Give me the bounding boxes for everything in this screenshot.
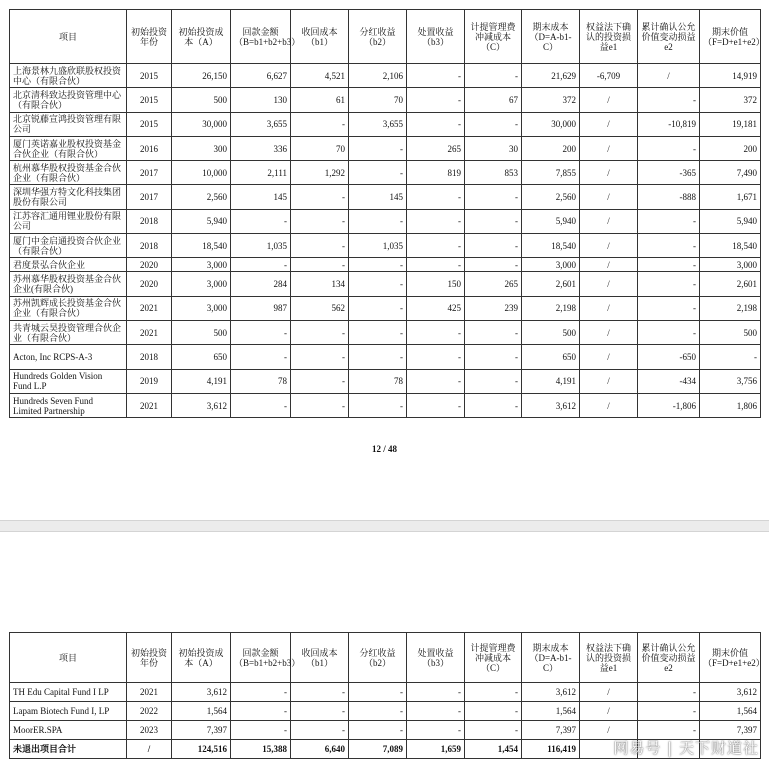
value-cell: 1,564 xyxy=(172,702,231,721)
project-name-cell: 杭州慕华股权投资基金合伙企业（有限合伙） xyxy=(10,161,127,185)
value-cell: 2,601 xyxy=(522,272,580,296)
value-cell: / xyxy=(580,112,638,136)
table-row xyxy=(10,234,761,258)
table-row xyxy=(10,209,761,233)
watermark-text: 网易号 | 天下财道社 xyxy=(613,739,759,757)
value-cell: 3,612 xyxy=(700,683,761,702)
value-cell: - xyxy=(638,234,700,258)
value-cell: / xyxy=(638,64,700,88)
value-cell: 3,000 xyxy=(172,272,231,296)
value-cell: / xyxy=(580,258,638,272)
value-cell: 1,564 xyxy=(522,702,580,721)
value-cell: 2018 xyxy=(127,345,172,369)
value-cell: 2,560 xyxy=(172,185,231,209)
table-row xyxy=(10,136,761,160)
value-cell: - xyxy=(291,234,349,258)
column-header: 累计确认公允价值变动损益e2 xyxy=(638,10,700,64)
value-cell: / xyxy=(127,740,172,759)
table-row xyxy=(10,258,761,272)
project-name-cell: MoorER.SPA xyxy=(10,721,127,740)
value-cell: 3,000 xyxy=(172,296,231,320)
value-cell: - xyxy=(407,88,465,112)
value-cell: / xyxy=(580,234,638,258)
value-cell: 3,000 xyxy=(700,258,761,272)
value-cell: 200 xyxy=(522,136,580,160)
value-cell: / xyxy=(580,345,638,369)
value-cell: - xyxy=(407,683,465,702)
value-cell: 500 xyxy=(172,88,231,112)
column-header: 初始投资成本（A） xyxy=(172,10,231,64)
value-cell: / xyxy=(580,393,638,417)
value-cell: - xyxy=(231,683,291,702)
value-cell: -365 xyxy=(638,161,700,185)
value-cell: 145 xyxy=(349,185,407,209)
value-cell: 372 xyxy=(700,88,761,112)
value-cell: 853 xyxy=(465,161,522,185)
value-cell: 500 xyxy=(700,320,761,344)
value-cell: - xyxy=(349,683,407,702)
value-cell: 1,035 xyxy=(349,234,407,258)
value-cell: - xyxy=(638,88,700,112)
value-cell: / xyxy=(580,296,638,320)
value-cell: -434 xyxy=(638,369,700,393)
table-row xyxy=(10,683,761,702)
value-cell: - xyxy=(349,721,407,740)
value-cell: - xyxy=(349,136,407,160)
value-cell: - xyxy=(407,234,465,258)
value-cell: 7,397 xyxy=(522,721,580,740)
value-cell: - xyxy=(291,721,349,740)
project-name-cell: 未退出项目合计 xyxy=(10,740,127,759)
value-cell: 30 xyxy=(465,136,522,160)
project-name-cell: 共青城云昊投资管理合伙企业（有限合伙） xyxy=(10,320,127,344)
value-cell: 2015 xyxy=(127,112,172,136)
value-cell: - xyxy=(638,272,700,296)
value-cell: 7,397 xyxy=(700,721,761,740)
project-name-cell: Lapam Biotech Fund I, LP xyxy=(10,702,127,721)
value-cell: - xyxy=(638,209,700,233)
value-cell: 1,806 xyxy=(700,393,761,417)
value-cell: - xyxy=(465,64,522,88)
column-header: 回款金额（B=b1+b2+b3） xyxy=(231,633,291,683)
value-cell: - xyxy=(291,369,349,393)
value-cell: 425 xyxy=(407,296,465,320)
value-cell: - xyxy=(349,345,407,369)
value-cell: 562 xyxy=(291,296,349,320)
value-cell: 2019 xyxy=(127,369,172,393)
value-cell: - xyxy=(231,320,291,344)
value-cell: 1,035 xyxy=(231,234,291,258)
value-cell: - xyxy=(407,393,465,417)
value-cell: / xyxy=(580,272,638,296)
column-header: 计提管理费冲减成本（C） xyxy=(465,10,522,64)
value-cell: - xyxy=(465,320,522,344)
value-cell: 7,855 xyxy=(522,161,580,185)
value-cell: -1,806 xyxy=(638,393,700,417)
value-cell: - xyxy=(349,209,407,233)
project-name-cell: Acton, Inc RCPS-A-3 xyxy=(10,345,127,369)
value-cell: 265 xyxy=(407,136,465,160)
value-cell: 145 xyxy=(231,185,291,209)
value-cell: - xyxy=(465,721,522,740)
value-cell: - xyxy=(349,393,407,417)
column-header: 收回成本（b1） xyxy=(291,10,349,64)
value-cell: - xyxy=(465,393,522,417)
value-cell: 2017 xyxy=(127,161,172,185)
table-header-row xyxy=(10,10,761,64)
value-cell: - xyxy=(349,161,407,185)
value-cell: - xyxy=(231,393,291,417)
column-header: 项目 xyxy=(10,633,127,683)
project-name-cell: 厦门英诺嘉业股权投资基金合伙企业（有限合伙） xyxy=(10,136,127,160)
value-cell: 6,627 xyxy=(231,64,291,88)
value-cell: -650 xyxy=(638,345,700,369)
value-cell: 500 xyxy=(172,320,231,344)
value-cell: - xyxy=(407,64,465,88)
value-cell: - xyxy=(407,112,465,136)
value-cell: - xyxy=(231,721,291,740)
value-cell: 372 xyxy=(522,88,580,112)
value-cell: 30,000 xyxy=(172,112,231,136)
value-cell: - xyxy=(407,320,465,344)
table-row xyxy=(10,702,761,721)
value-cell: 5,940 xyxy=(522,209,580,233)
value-cell: 3,612 xyxy=(522,393,580,417)
value-cell: - xyxy=(291,345,349,369)
value-cell: 284 xyxy=(231,272,291,296)
value-cell: 116,419 xyxy=(522,740,580,759)
value-cell: - xyxy=(638,136,700,160)
value-cell: - xyxy=(349,272,407,296)
value-cell: -10,819 xyxy=(638,112,700,136)
value-cell: 15,388 xyxy=(231,740,291,759)
value-cell: - xyxy=(231,209,291,233)
value-cell: 7,089 xyxy=(349,740,407,759)
value-cell: 3,612 xyxy=(522,683,580,702)
table-row xyxy=(10,393,761,417)
column-header: 初始投资成本（A） xyxy=(172,633,231,683)
project-name-cell: 上海景林九盛欣联股权投资中心（有限合伙） xyxy=(10,64,127,88)
value-cell: - xyxy=(407,369,465,393)
value-cell: 4,191 xyxy=(172,369,231,393)
column-header: 初始投资年份 xyxy=(127,10,172,64)
value-cell: 78 xyxy=(231,369,291,393)
column-header: 权益法下确认的投资损益e1 xyxy=(580,10,638,64)
value-cell: - xyxy=(407,345,465,369)
value-cell: - xyxy=(291,702,349,721)
project-name-cell: 北京锐藤宣鸿投资管理有限公司 xyxy=(10,112,127,136)
value-cell: - xyxy=(465,258,522,272)
value-cell: 4,521 xyxy=(291,64,349,88)
value-cell: 67 xyxy=(465,88,522,112)
value-cell: 3,655 xyxy=(349,112,407,136)
value-cell: - xyxy=(291,112,349,136)
value-cell: - xyxy=(638,683,700,702)
value-cell: 2020 xyxy=(127,272,172,296)
value-cell: - xyxy=(407,702,465,721)
value-cell: 5,940 xyxy=(172,209,231,233)
column-header: 期末价值（F=D+e1+e2） xyxy=(700,633,761,683)
value-cell: - xyxy=(349,258,407,272)
value-cell: 10,000 xyxy=(172,161,231,185)
column-header: 累计确认公允价值变动损益e2 xyxy=(638,633,700,683)
column-header: 初始投资年份 xyxy=(127,633,172,683)
column-header: 处置收益（b3） xyxy=(407,633,465,683)
project-name-cell: Hundreds Seven Fund Limited Partnership xyxy=(10,393,127,417)
column-header: 期末价值（F=D+e1+e2） xyxy=(700,10,761,64)
value-cell: 650 xyxy=(522,345,580,369)
value-cell: -888 xyxy=(638,185,700,209)
table-row xyxy=(10,88,761,112)
table-row xyxy=(10,272,761,296)
value-cell: - xyxy=(465,702,522,721)
value-cell: / xyxy=(580,369,638,393)
column-header: 回款金额（B=b1+b2+b3） xyxy=(231,10,291,64)
value-cell: 2022 xyxy=(127,702,172,721)
value-cell: - xyxy=(407,209,465,233)
table-row xyxy=(10,185,761,209)
value-cell: 650 xyxy=(172,345,231,369)
value-cell: 1,454 xyxy=(465,740,522,759)
value-cell: 3,612 xyxy=(172,683,231,702)
project-name-cell: 江苏容汇通用锂业股份有限公司 xyxy=(10,209,127,233)
value-cell: - xyxy=(349,702,407,721)
value-cell: 2020 xyxy=(127,258,172,272)
column-header: 期末成本（D=A-b1-C） xyxy=(522,633,580,683)
value-cell: - xyxy=(638,320,700,344)
value-cell: 1,292 xyxy=(291,161,349,185)
value-cell: - xyxy=(349,296,407,320)
column-header: 权益法下确认的投资损益e1 xyxy=(580,633,638,683)
column-header: 收回成本（b1） xyxy=(291,633,349,683)
project-name-cell: TH Edu Capital Fund I LP xyxy=(10,683,127,702)
value-cell: / xyxy=(580,721,638,740)
value-cell: 3,612 xyxy=(172,393,231,417)
value-cell: - xyxy=(291,683,349,702)
project-name-cell: Hundreds Golden Vision Fund L.P xyxy=(10,369,127,393)
value-cell: - xyxy=(291,258,349,272)
value-cell: / xyxy=(580,136,638,160)
table-header-row xyxy=(10,633,761,683)
value-cell: 1,659 xyxy=(407,740,465,759)
value-cell: - xyxy=(407,185,465,209)
value-cell: / xyxy=(580,88,638,112)
value-cell: 819 xyxy=(407,161,465,185)
value-cell: - xyxy=(465,683,522,702)
value-cell: - xyxy=(407,721,465,740)
column-header: 分红收益（b2） xyxy=(349,633,407,683)
value-cell: 70 xyxy=(349,88,407,112)
value-cell: 3,756 xyxy=(700,369,761,393)
value-cell: 239 xyxy=(465,296,522,320)
table-row xyxy=(10,345,761,369)
value-cell: 265 xyxy=(465,272,522,296)
column-header: 项目 xyxy=(10,10,127,64)
value-cell: - xyxy=(291,209,349,233)
value-cell: - xyxy=(349,320,407,344)
value-cell: 2015 xyxy=(127,64,172,88)
investment-table-page-1 xyxy=(9,9,765,418)
value-cell: 2021 xyxy=(127,393,172,417)
value-cell: - xyxy=(291,393,349,417)
value-cell: 21,629 xyxy=(522,64,580,88)
value-cell: 2,111 xyxy=(231,161,291,185)
table-row xyxy=(10,64,761,88)
value-cell: 70 xyxy=(291,136,349,160)
value-cell: / xyxy=(580,320,638,344)
value-cell: 134 xyxy=(291,272,349,296)
value-cell: -6,709 xyxy=(580,64,638,88)
value-cell: 2,198 xyxy=(522,296,580,320)
column-header: 期末成本（D=A-b1-C） xyxy=(522,10,580,64)
value-cell: 2,601 xyxy=(700,272,761,296)
value-cell: 2017 xyxy=(127,185,172,209)
value-cell: - xyxy=(231,345,291,369)
project-name-cell: 君度景弘合伙企业 xyxy=(10,258,127,272)
value-cell: 2015 xyxy=(127,88,172,112)
value-cell: - xyxy=(291,185,349,209)
table-row xyxy=(10,161,761,185)
project-name-cell: 苏州慕华股权投资基金合伙企业(有限合伙) xyxy=(10,272,127,296)
value-cell: 18,540 xyxy=(700,234,761,258)
value-cell: / xyxy=(580,161,638,185)
value-cell: - xyxy=(700,345,761,369)
value-cell: - xyxy=(407,258,465,272)
value-cell: 4,191 xyxy=(522,369,580,393)
value-cell: 500 xyxy=(522,320,580,344)
project-name-cell: 苏州凯辉成长投资基金合伙企业（有限合伙） xyxy=(10,296,127,320)
value-cell: 2,560 xyxy=(522,185,580,209)
value-cell: / xyxy=(580,702,638,721)
column-header: 分红收益（b2） xyxy=(349,10,407,64)
value-cell: 150 xyxy=(407,272,465,296)
table-row xyxy=(10,320,761,344)
value-cell: - xyxy=(291,320,349,344)
value-cell: / xyxy=(580,683,638,702)
value-cell: 130 xyxy=(231,88,291,112)
value-cell: 300 xyxy=(172,136,231,160)
column-header: 计提管理费冲减成本（C） xyxy=(465,633,522,683)
value-cell: - xyxy=(465,209,522,233)
value-cell: 2018 xyxy=(127,234,172,258)
value-cell: 14,919 xyxy=(700,64,761,88)
value-cell: 2021 xyxy=(127,683,172,702)
value-cell: 61 xyxy=(291,88,349,112)
value-cell: - xyxy=(638,258,700,272)
page-number: 12 / 48 xyxy=(371,444,397,454)
value-cell: 2023 xyxy=(127,721,172,740)
value-cell: 18,540 xyxy=(172,234,231,258)
value-cell: 1,564 xyxy=(700,702,761,721)
value-cell: 2,106 xyxy=(349,64,407,88)
value-cell: 2021 xyxy=(127,296,172,320)
table-row xyxy=(10,112,761,136)
value-cell: 26,150 xyxy=(172,64,231,88)
value-cell: - xyxy=(231,258,291,272)
value-cell: 2018 xyxy=(127,209,172,233)
value-cell: 200 xyxy=(700,136,761,160)
value-cell: - xyxy=(638,702,700,721)
value-cell: 6,640 xyxy=(291,740,349,759)
value-cell: 7,397 xyxy=(172,721,231,740)
value-cell: 18,540 xyxy=(522,234,580,258)
value-cell: 3,655 xyxy=(231,112,291,136)
value-cell: 2021 xyxy=(127,320,172,344)
value-cell: 78 xyxy=(349,369,407,393)
value-cell: - xyxy=(638,296,700,320)
value-cell: 987 xyxy=(231,296,291,320)
column-header: 处置收益（b3） xyxy=(407,10,465,64)
value-cell: 1,671 xyxy=(700,185,761,209)
value-cell: 336 xyxy=(231,136,291,160)
value-cell: - xyxy=(465,185,522,209)
value-cell: 30,000 xyxy=(522,112,580,136)
value-cell: 3,000 xyxy=(522,258,580,272)
value-cell: - xyxy=(465,234,522,258)
value-cell: 19,181 xyxy=(700,112,761,136)
value-cell: - xyxy=(465,112,522,136)
value-cell: 3,000 xyxy=(172,258,231,272)
project-name-cell: 北京清科致达投资管理中心（有限合伙） xyxy=(10,88,127,112)
document-page-2 xyxy=(0,532,769,760)
value-cell: 5,940 xyxy=(700,209,761,233)
project-name-cell: 深圳华强方特文化科技集团股份有限公司 xyxy=(10,185,127,209)
value-cell: - xyxy=(465,369,522,393)
value-cell: - xyxy=(465,345,522,369)
value-cell: 2,198 xyxy=(700,296,761,320)
page-separator xyxy=(0,520,769,532)
value-cell: / xyxy=(580,209,638,233)
value-cell: / xyxy=(580,185,638,209)
value-cell: - xyxy=(638,721,700,740)
value-cell: - xyxy=(231,702,291,721)
value-cell: 124,516 xyxy=(172,740,231,759)
table-row xyxy=(10,296,761,320)
value-cell: 7,490 xyxy=(700,161,761,185)
project-name-cell: 厦门中金启通投资合伙企业（有限合伙） xyxy=(10,234,127,258)
value-cell: 2016 xyxy=(127,136,172,160)
table-row xyxy=(10,369,761,393)
